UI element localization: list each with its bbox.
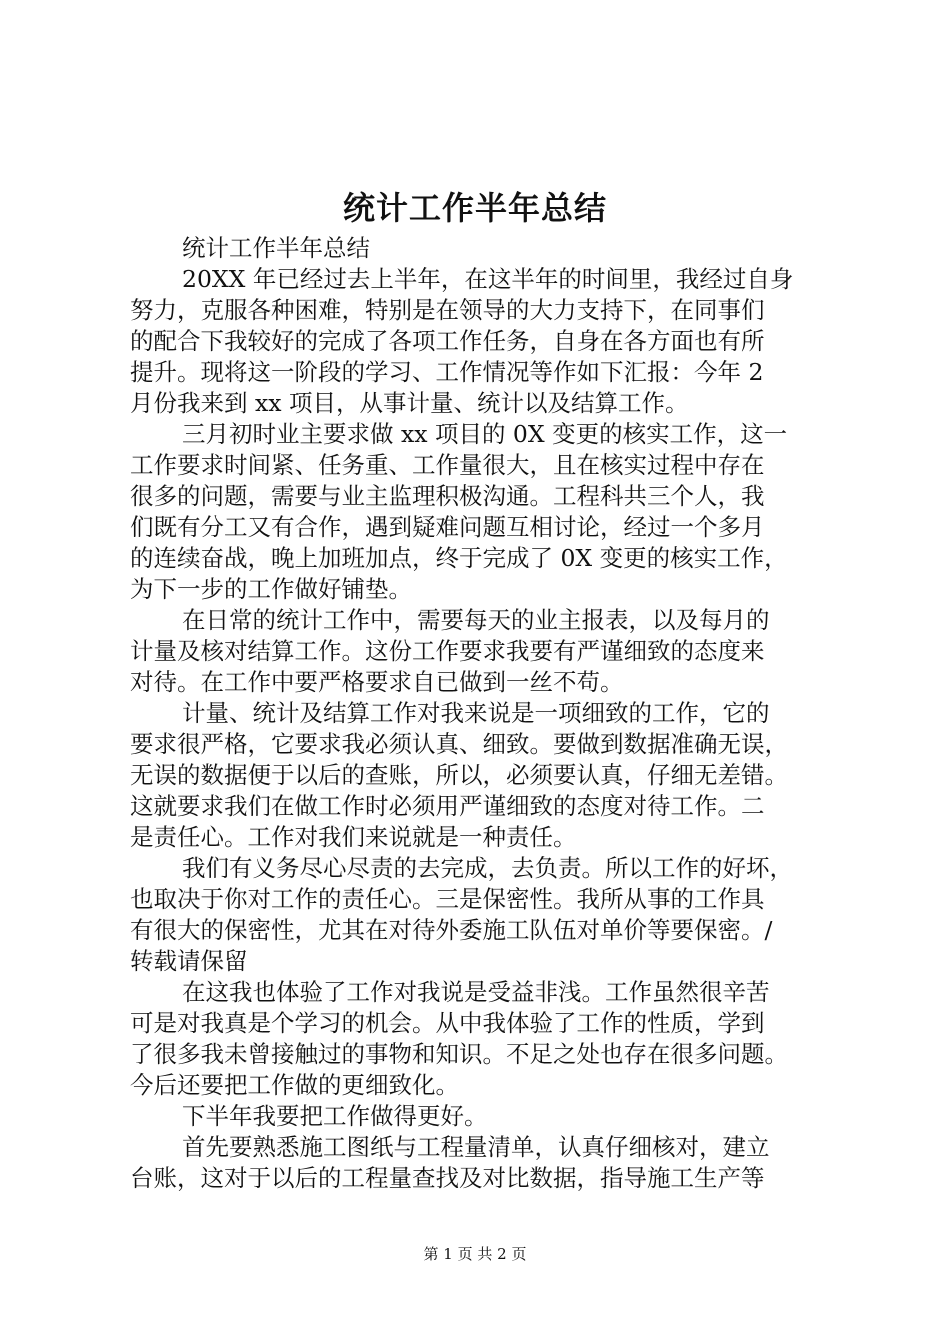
text-line: 计量、统计及结算工作对我来说是一项细致的工作，它的 (182, 699, 770, 727)
document-title: 统计工作半年总结 (342, 189, 607, 227)
text-line: 也取决于你对工作的责任心。三是保密性。我所从事的工作具 (130, 885, 765, 913)
text-line: 首先要熟悉施工图纸与工程量清单，认真仔细核对，建立 (182, 1133, 770, 1161)
text-line: 很多的问题，需要与业主监理积极沟通。工程科共三个人，我 (130, 482, 765, 510)
text-line: 的配合下我较好的完成了各项工作任务，自身在各方面也有所 (130, 327, 765, 355)
text-line: 在这我也体验了工作对我说是受益非浅。工作虽然很辛苦 (182, 978, 770, 1006)
text-line: 是责任心。工作对我们来说就是一种责任。 (130, 823, 577, 851)
text-line: 的连续奋战，晚上加班加点，终于完成了 0X 变更的核实工作， (130, 544, 788, 572)
text-line: 三月初时业主要求做 xx 项目的 0X 变更的核实工作，这一 (182, 420, 788, 448)
document-body (130, 233, 830, 1194)
text-line: 可是对我真是个学习的机会。从中我体验了工作的性质，学到 (130, 1009, 765, 1037)
text-line: 们既有分工又有合作，遇到疑难问题互相讨论，经过一个多月 (130, 513, 765, 541)
text-line: 这就要求我们在做工作时必须用严谨细致的态度对待工作。二 (130, 792, 765, 820)
text-line: 提升。现将这一阶段的学习、工作情况等作如下汇报：今年 2 (130, 358, 764, 386)
text-line: 为下一步的工作做好铺垫。 (130, 575, 412, 603)
text-line: 我们有义务尽心尽责的去完成，去负责。所以工作的好坏， (182, 854, 793, 882)
text-line: 工作要求时间紧、任务重、工作量很大，且在核实过程中存在 (130, 451, 765, 479)
text-line: 计量及核对结算工作。这份工作要求我要有严谨细致的态度来 (130, 637, 765, 665)
page-footer: 第 1 页 共 2 页 (423, 1245, 527, 1263)
text-line: 有很大的保密性，尤其在对待外委施工队伍对单价等要保密。/ (130, 916, 773, 944)
text-line: 努力，克服各种困难，特别是在领导的大力支持下，在同事们 (130, 296, 765, 324)
text-line: 在日常的统计工作中，需要每天的业主报表，以及每月的 (182, 606, 770, 634)
text-line: 转载请保留 (130, 947, 248, 975)
text-line: 下半年我要把工作做得更好。 (182, 1102, 488, 1130)
text-line: 了很多我未曾接触过的事物和知识。不足之处也存在很多问题。 (130, 1040, 788, 1068)
text-line: 今后还要把工作做的更细致化。 (130, 1071, 459, 1099)
text-line: 要求很严格，它要求我必须认真、细致。要做到数据准确无误， (130, 730, 788, 758)
text-line: 20XX 年已经过去上半年，在这半年的时间里，我经过自身 (182, 265, 794, 293)
text-line: 统计工作半年总结 (182, 234, 370, 262)
text-line: 月份我来到 xx 项目，从事计量、统计以及结算工作。 (130, 389, 689, 417)
text-line: 无误的数据便于以后的查账，所以，必须要认真，仔细无差错。 (130, 761, 788, 789)
text-line: 对待。在工作中要严格要求自已做到一丝不苟。 (130, 668, 624, 696)
text-line: 台账，这对于以后的工程量查找及对比数据，指导施工生产等 (130, 1164, 765, 1192)
